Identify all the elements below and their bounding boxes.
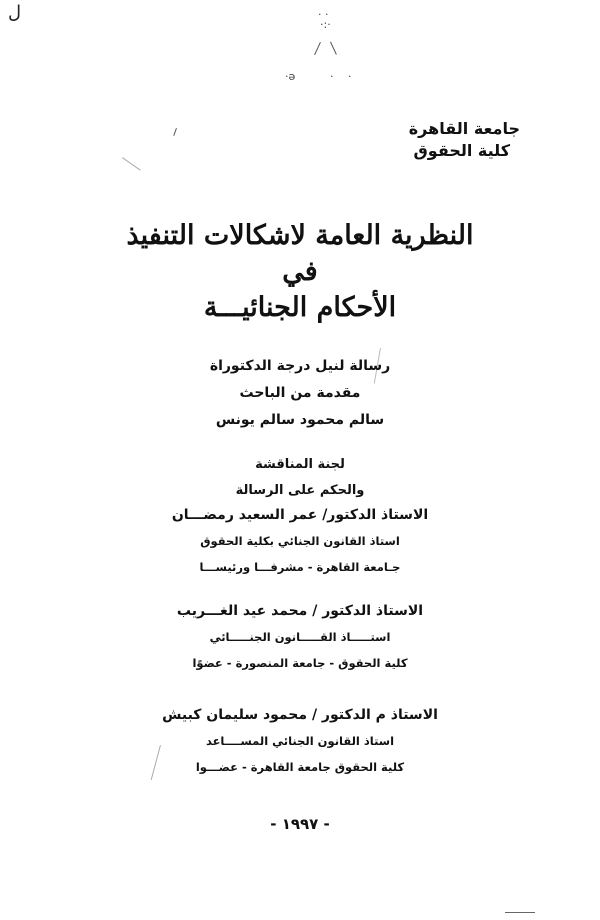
scan-mark (173, 128, 177, 136)
university-name: جامعة القاهرة (408, 119, 520, 138)
member-affiliation: كلية الحقوق جامعة القاهرة - عضـــوا (195, 760, 405, 774)
scan-mark (122, 157, 141, 170)
title-line-1: النظرية العامة لاشكالات التنفيذ (126, 220, 474, 251)
degree-purpose: رسالة لنيل درجة الدكتوراة (209, 358, 391, 374)
scan-speck: · (348, 70, 352, 83)
committee-member (0, 598, 600, 676)
member-name: الاستاذ الدكتور/ عمر السعيد رمضـــان (171, 507, 429, 523)
title-line-2: في (282, 256, 318, 287)
title-line-3: الأحكام الجنائيـــة (203, 292, 397, 323)
member-title: استاذ القانون الجنائي بكلية الحقوق (200, 534, 400, 548)
member-name: الاستاذ م الدكتور / محمود سليمان كبيش (162, 707, 438, 723)
scan-speck: · · (318, 8, 329, 21)
member-title: استاذ القانون الجنائي المســــاعد (205, 734, 395, 748)
scan-mark (314, 42, 321, 55)
member-title: استـــــاذ القـــــانون الجنـــــائي (209, 630, 391, 644)
researcher-name: سالم محمود سالم يونس (215, 412, 385, 428)
corner-mark: ل (8, 2, 22, 23)
faculty-name: كلية الحقوق (413, 141, 510, 160)
member-name: الاستاذ الدكتور / محمد عيد الغـــريب (176, 603, 424, 619)
committee-member (0, 502, 600, 580)
committee-subtitle: والحكم على الرسالة (235, 483, 365, 498)
thesis-title (0, 218, 600, 326)
member-affiliation: جـامعة القاهرة - مشرفـــا ورئيســـا (199, 560, 401, 574)
year: - ١٩٩٧ - (270, 815, 330, 833)
scan-speck: · (330, 70, 334, 83)
university-header (409, 118, 520, 162)
scan-speck: ·ə (285, 70, 296, 83)
committee-heading (0, 452, 600, 504)
scan-mark (505, 912, 535, 913)
committee-title: لجنة المناقشة (255, 457, 345, 472)
presented-by: مقدمة من الباحث (239, 385, 361, 401)
scan-speck: ·:· (320, 18, 331, 31)
thesis-info (0, 353, 600, 434)
committee-member (0, 702, 600, 780)
member-affiliation: كلية الحقوق - جامعة المنصورة - عضوًا (192, 656, 408, 670)
scan-mark (330, 42, 337, 55)
